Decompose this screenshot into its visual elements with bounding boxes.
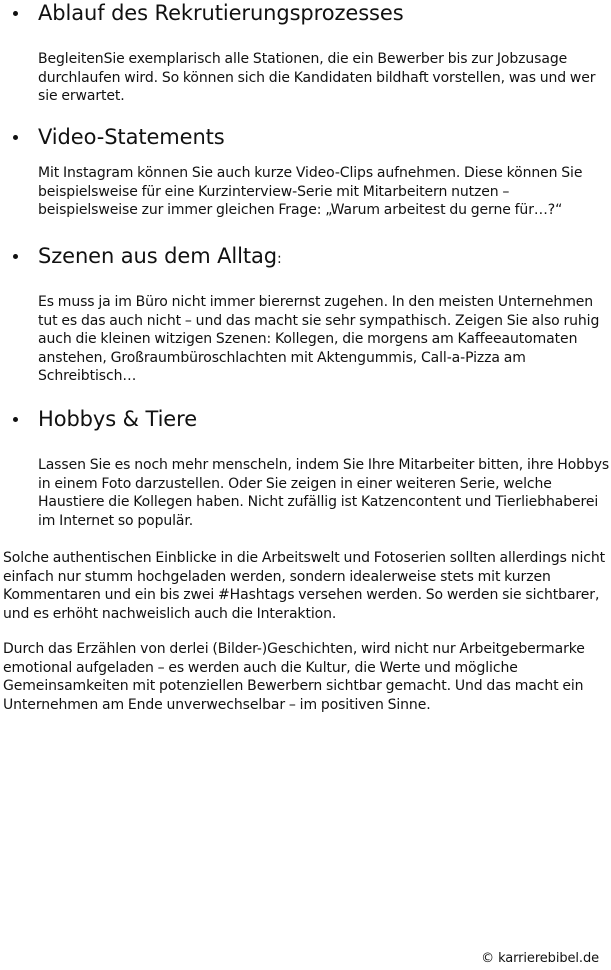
section-video-statements (0, 124, 611, 219)
bullet-icon (13, 135, 18, 140)
section-body: Mit Instagram können Sie auch kurze Video-Clips aufnehmen. Diese können Sie beispielsweise für eine Kurzinterview-Serie mit Mitarbeitern nutzen – beispielsweise zur immer gleichen Frage: „Warum arbeitest du gerne für…?“ (38, 165, 583, 219)
section-hobbies-pets (0, 406, 611, 529)
bullet-icon (13, 254, 18, 259)
section-heading-row (0, 406, 611, 432)
section-heading-row (0, 0, 611, 26)
section-heading (38, 406, 197, 435)
section-heading-suffix: : (277, 251, 282, 267)
section-body: Es muss ja im Büro nicht immer bierernst zugehen. In den meisten Unternehmen tut es das auch nicht – und das macht sie sehr sympathisch. Zeigen Sie also ruhig auch die kleinen witzigen Szenen: Kollegen, die morgens am Kaffeeautomaten anstehen, Großraumbüroschlachten mit Aktengummis, Call-a-Pizza am Schreibtisch… (38, 294, 600, 385)
paragraph-employer-brand: Durch das Erzählen von derlei (Bilder-)Geschichten, wird nicht nur Arbeitgebermarke emotional aufgeladen – es werden auch die Kultur, die Werte und mögliche Gemeinsamkeiten mit potenziellen Bewerbern sichtbar gemacht. Und das macht ein Unternehmen am Ende unverwechselbar – im positiven Sinne. (3, 641, 585, 713)
section-heading-text: Hobbys & Tiere (38, 407, 198, 431)
paragraph-hashtags: Solche authentischen Einblicke in die Arbeitswelt und Fotoserien sollten allerdings nicht einfach nur stumm hochgeladen werden, sondern idealerweise stets mit kurzen Kommentaren und ein bis zwei #Hashtags versehen werden. So werden sie sichtbarer, und es erhöht nachweislich auch die Interaktion. (3, 550, 606, 622)
bullet-icon (13, 11, 18, 16)
section-heading-text: Video-Statements (38, 125, 225, 149)
section-heading (38, 243, 282, 272)
section-body: BegleitenSie exemplarisch alle Stationen, die ein Bewerber bis zur Jobzusage durchlaufen wird. So können sich die Kandidaten bildhaft vorstellen, was und wer sie erwartet. (38, 51, 596, 105)
section-body: Lassen Sie es noch mehr menscheln, indem Sie Ihre Mitarbeiter bitten, ihre Hobbys in einem Foto darzustellen. Oder Sie zeigen in einer weiteren Serie, welche Haustiere die Kollegen haben. Nicht zufällig ist Katzencontent und Tierliebhaberei im Internet so populär. (38, 457, 610, 529)
copyright-credit: © karrierebibel.de (481, 951, 599, 966)
section-heading-text: Ablauf des Rekrutierungsprozesses (38, 1, 404, 25)
bullet-icon (13, 417, 18, 422)
section-heading (38, 124, 225, 153)
section-heading (38, 0, 404, 29)
section-everyday-scenes (0, 243, 611, 385)
section-heading-row (0, 124, 611, 150)
section-heading-row (0, 243, 611, 269)
section-heading-text: Szenen aus dem Alltag (38, 244, 278, 268)
section-recruiting-process (0, 0, 611, 105)
